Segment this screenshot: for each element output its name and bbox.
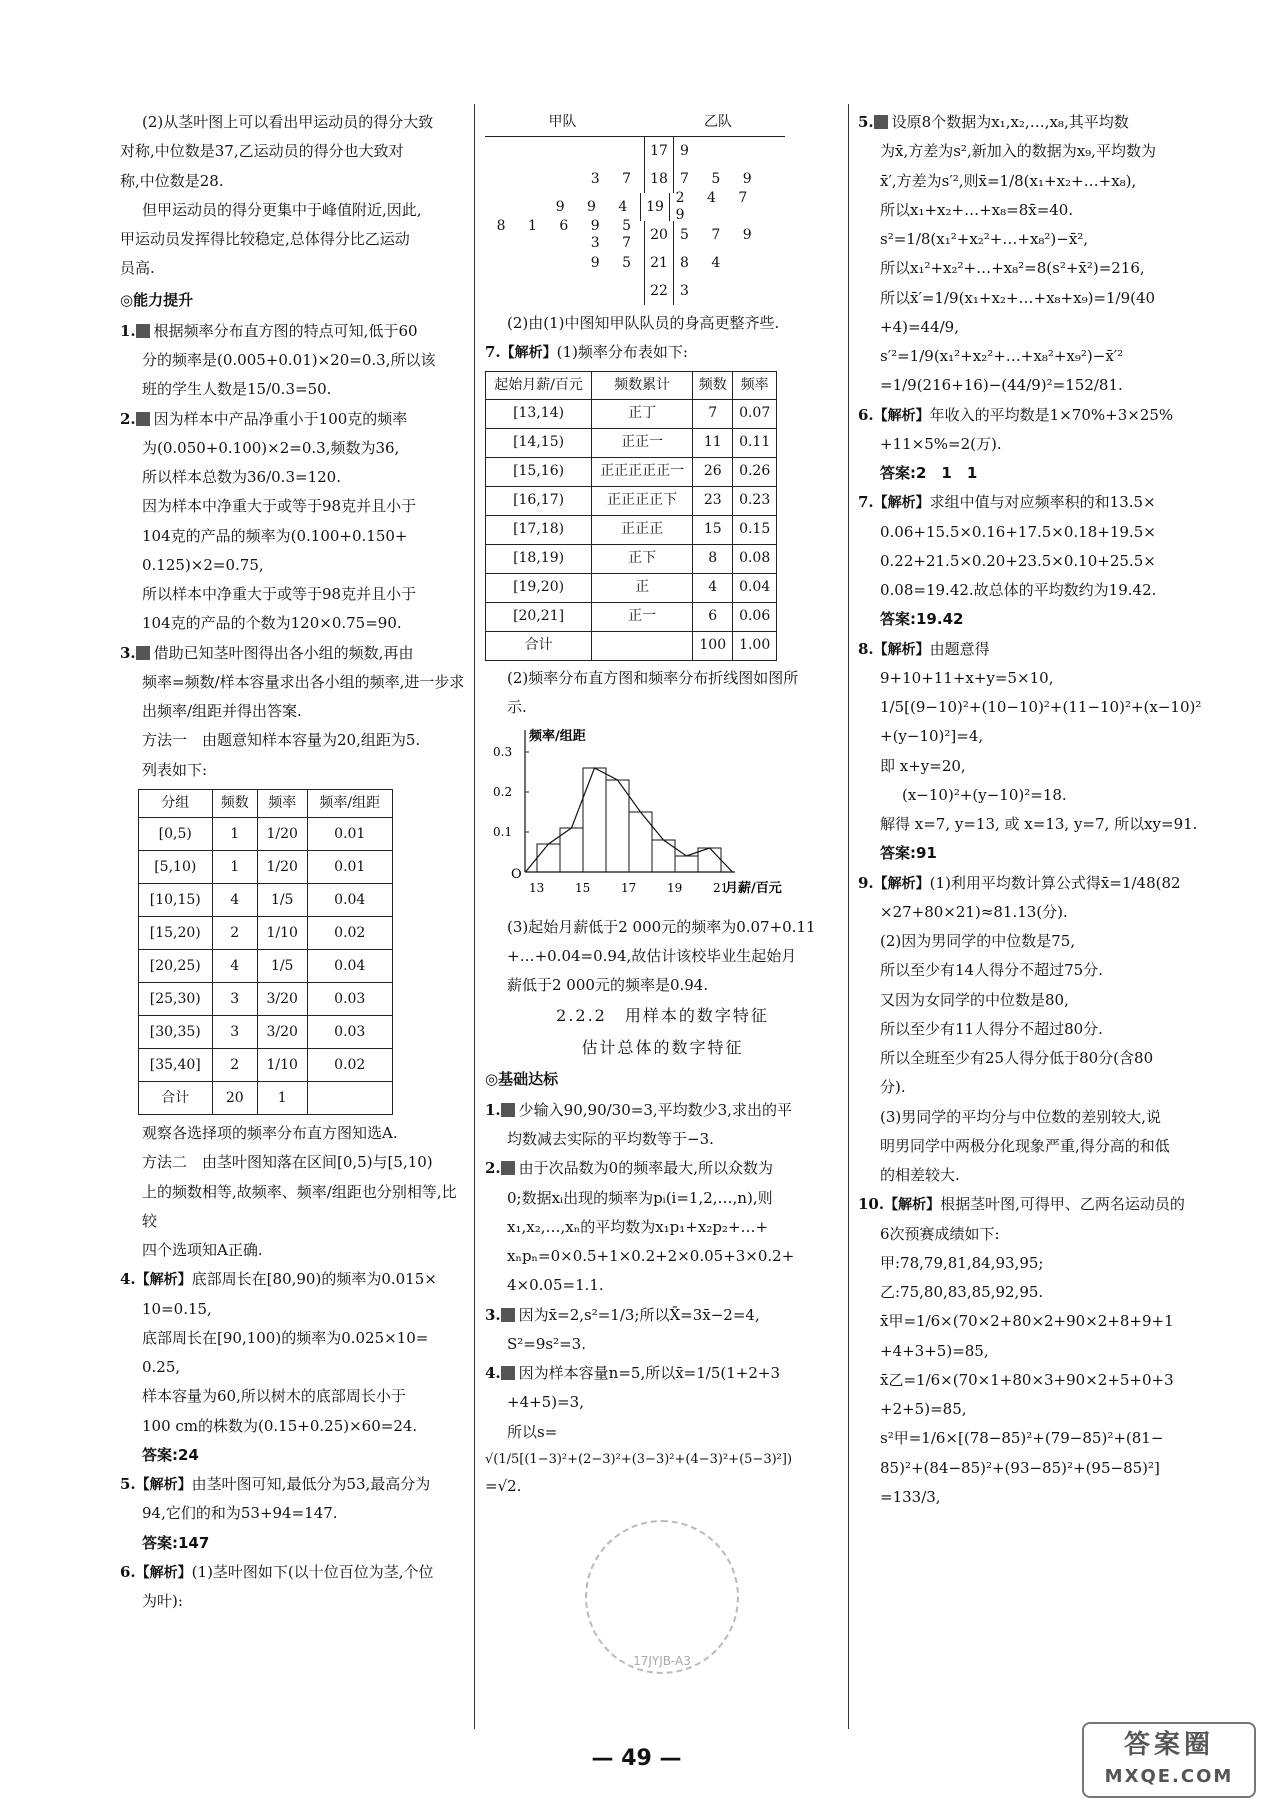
table-cell: [15,20) [139, 917, 213, 950]
table-cell: [15,16) [486, 457, 592, 486]
answer-line: +11×5%=2(万). [880, 434, 1002, 453]
table-cell: 0.04 [733, 573, 777, 602]
stem-leaf-row [485, 165, 785, 193]
table-row [139, 818, 393, 851]
table-cell: [17,18) [486, 515, 592, 544]
answer-line: 104克的产品的个数为120×0.75=90. [142, 614, 402, 633]
table-cell: 26 [693, 457, 733, 486]
histogram-bar [560, 828, 583, 872]
table-cell: 1/10 [257, 917, 307, 950]
answer-badge-icon [501, 1308, 515, 1322]
table-cell: [19,20) [486, 573, 592, 602]
column-right: 5. 设原8个数据为x₁,x₂,…,x₈,其平均数 为x̄,方差为s²,新加入的数据为x₉,平均数为 x̄′,方差为s′²,则x̄=1/8(x₁+x₂+…+x₈), 所以x₁+x₂+…+x₈=8x̄=40. s²=1/8(x₁²+x₂²+…+x₈²)−x̄², 所以x₁²+x₂²+…+x₈²=8(s²+x̄²)=216, 所以x̄′=1/9(x₁+x₂+…+x₈+x₉)=1/9(40 +4)=44/9, s′²=1/9(x₁²+x₂²+…+x₈²+x₉²)−x̄′² =1/9(216+16)−(44/9)²=152/81. 6.【解析】年收入的平均数是1×70%+3×25% +11×5%=2(万). 答案:2 1 1 7.【解析】求组中值与对应频率积的和13.5× 0.06+15.5×0.16+17.5×0.18+19.5× 0.22+21.5×0.20+23.5×0.10+25.5× 0.08=19.42.故总体的平均数约为19.42. 答案:19.42 8.【解析】由题意得 9+10+11+x+y=5×10, 1/5[(9−10)²+(10−10)²+(11−10)²+(x−10)² +(y−10)²]=4, 即 x+y=20, (x−10)²+(y−10)²=18. 解得 x=7, y=13, 或 x=13, y=7, 所以xy=91. 答案:91 9.【解析】(1)利用平均数计算公式得x̄=1/48(82 ×27+80×21)≈81.13(分). (2)因为男同学的中位数是75, 所以至少有14人得分不超过75分. 又因为女同学的中位数是80, 所以至少有11人得分不超过80分. 所以全班至少有25人得分低于80分(含80 分). (3)男同学的平均分与中位数的差别较大,说 明男同学中两极分化现象严重,得分高的和低 的相差较大. 10.【解析】根据茎叶图,可得甲、乙两名运动员的 6次预赛成绩如下: 甲:78,79,81,84,93,95; 乙:75,80,83,85,92,95. x̄甲=1/6×(70×2+80×2+90×2+8+9+1 +4+3+5)=85, x̄乙=1/6×(70×1+80×3+90×2+5+0+3 +2+5)=85, s²甲=1/6×[(78−85)²+(79−85)²+(81− 85)²+(84−85)²+(93−85)²+(95−85)²] =133/3, [858, 108, 1218, 1512]
table-cell: [35,40] [139, 1049, 213, 1082]
stem-value: 18 [644, 165, 674, 193]
table-row [139, 917, 393, 950]
answer-line: √(1/5[(1−3)²+(2−3)²+(3−3)²+(4−3)²+(5−3)²]) [485, 1451, 793, 1467]
table-header-cell: 频数 [693, 371, 733, 399]
frequency-table-2 [485, 371, 777, 661]
stem-leaf-row [485, 277, 785, 305]
y-tick-label: 0.3 [493, 745, 513, 760]
table-cell: 合计 [486, 631, 592, 660]
table-cell: 0.15 [733, 515, 777, 544]
table-cell: [13,14) [486, 399, 592, 428]
x-axis-label: 月薪/百元 [725, 881, 782, 897]
answer-line: 为x̄,方差为s²,新加入的数据为x₉,平均数为 [880, 142, 1156, 161]
table-row [139, 884, 393, 917]
table-cell: 100 [693, 631, 733, 660]
table-cell: [10,15) [139, 884, 213, 917]
answer-line: +4+5)=3, [507, 1393, 584, 1412]
answer-line: 所以样本总数为36/0.3=120. [142, 468, 341, 486]
answer-line: 0.06+15.5×0.16+17.5×0.18+19.5× [880, 522, 1156, 541]
table-cell: 0.08 [733, 544, 777, 573]
answer-line: 1/5[(9−10)²+(10−10)²+(11−10)²+(x−10)² [880, 698, 1202, 717]
table-cell: 正下 [592, 544, 693, 573]
table-row [139, 851, 393, 884]
stem-leaves-right: 7 5 9 [680, 170, 761, 187]
answer-result: 答案:91 [880, 844, 937, 863]
answer-line: =√2. [485, 1477, 522, 1496]
answer-line: +4+3+5)=85, [880, 1341, 989, 1360]
stem-leaves-left: 8 1 6 9 5 3 7 [496, 218, 640, 251]
answer-line: 85)²+(84−85)²+(93−85)²+(95−85)²] [880, 1458, 1160, 1477]
answer-line: +4)=44/9, [880, 317, 959, 336]
answer-line: 又因为女同学的中位数是80, [880, 990, 1069, 1009]
answer-line: 所以至少有11人得分不超过80分. [880, 1019, 1103, 1038]
answer-line: =133/3, [880, 1487, 941, 1506]
stem-leaf-row [485, 137, 785, 165]
table-cell [592, 631, 693, 660]
y-tick-label: 0.1 [493, 825, 513, 840]
stem-leaf-row [485, 249, 785, 277]
answer-line: 0.08=19.42.故总体的平均数约为19.42. [880, 581, 1157, 600]
intro-line: 但甲运动员的得分更集中于峰值附近,因此, [142, 200, 422, 219]
table-header-cell: 频率 [257, 789, 307, 817]
table-cell: 0.06 [733, 602, 777, 631]
table-row [139, 983, 393, 1016]
section-heading: ◎基础达标 [485, 1069, 559, 1088]
answer-line: 0;数据xᵢ出现的频率为pᵢ(i=1,2,…,n),则 [507, 1188, 773, 1207]
table-row [486, 631, 777, 660]
answer-line: s′²=1/9(x₁²+x₂²+…+x₈²+x₉²)−x̄′² [880, 347, 1124, 365]
table-cell: 正正正正下 [592, 486, 693, 515]
section-heading: ◎能力提升 [120, 290, 194, 309]
column-middle: 甲队 乙队 17 9 3 7 18 7 5 9 9 9 4 19 2 4 7 9 8 1 6 9 5 3 7 20 5 7 9 9 5 21 8 4 22 3 (2)由(1)中图知甲队队员的身高更整齐些. 7.【解析】(1)频率分布表如下: 起始月薪/百元 频数累计 频数 频率 [13,14) 正丁 7 0.07 [14,15) 正正一 11 0.11 [15,16) 正正正正正一 26 0.26 [16,17) 正正正正下 23 0.23 [17,18) 正正正 15 0.15 [18,19) 正下 8 0.08 [19,20) 正 4 0.04 [20,21] 正一 6 0.06 合计 100 1.00 (2)频率分布直方图和频率分布折线图如图所 示. O 频率/组距 月薪/百元 0.1 0.2 0.3 13 15 17 19 21 (3)起始月薪低于2 000元的频率为0.07+0.11 +…+0.04=0.94,故估计该校毕业生起始月 薪低于2 000元的频率是0.94. 2.2.2 用样本的数字特征 估计总体的数字特征 ◎基础达标 1. 少输入90,90/30=3,平均数少3,求出的平 均数减去实际的平均数等于−3. 2. 由于次品数为0的频率最大,所以众数为 0;数据xᵢ出现的频率为pᵢ(i=1,2,…,n),则 x₁,x₂,…,xₙ的平均数为x₁p₁+x₂p₂+…+ xₙpₙ=0×0.5+1×0.2+2×0.05+3×0.2+ 4×0.05=1.1. 3. 因为x̄=2,s²=1/3;所以X̄=3x̄−2=4, S²=9s²=3. 4. 因为样本容量n=5,所以x̄=1/5(1+2+3 +4+5)=3, 所以s= √(1/5[(1−3)²+(2−3)²+(3−3)²+(4−3)²+(5−3)²]) =√2. [485, 108, 840, 1502]
answer-badge-icon [874, 115, 888, 129]
intro-line: 称,中位数是28. [120, 171, 224, 190]
site-logo: 答案圈 MXQE.COM [1082, 1722, 1256, 1798]
table-cell: 0.03 [307, 1016, 393, 1049]
answer-line: 甲:78,79,81,84,93,95; [880, 1253, 1044, 1272]
stem-leaf-row [485, 190, 785, 223]
table-cell: 1/20 [257, 851, 307, 884]
answer-line: 解得 x=7, y=13, 或 x=13, y=7, 所以xy=91. [880, 815, 1198, 834]
histogram-bar [606, 780, 629, 872]
table-cell: [30,35) [139, 1016, 213, 1049]
table-cell: 0.04 [307, 950, 393, 983]
table-cell: [5,10) [139, 851, 213, 884]
table-cell: 正正正 [592, 515, 693, 544]
answer-line: 0.22+21.5×0.20+23.5×0.10+25.5× [880, 551, 1156, 570]
answer-line: 所以s= [507, 1422, 558, 1441]
table-cell: 1/10 [257, 1049, 307, 1082]
answer-line: (2)因为男同学的中位数是75, [880, 932, 1076, 951]
answer-line: 104克的产品的频率为(0.100+0.150+ [142, 526, 408, 545]
stem-value: 21 [644, 249, 674, 277]
answer-line: xₙpₙ=0×0.5+1×0.2+2×0.05+3×0.2+ [507, 1247, 795, 1266]
answer-line: (x−10)²+(y−10)²=18. [902, 785, 1067, 804]
table-cell: 4 [693, 573, 733, 602]
x-tick-label: 17 [621, 881, 637, 896]
answer-line: 示. [507, 698, 527, 717]
answer-line: 1. 根据频率分布直方图的特点可知,低于60 [120, 321, 418, 340]
answer-line: 列表如下: [142, 760, 208, 779]
x-tick-label: 21 [713, 881, 729, 896]
stem-leaf-row [485, 218, 785, 251]
intro-line: (2)从茎叶图上可以看出甲运动员的得分大致 [142, 113, 434, 131]
answer-badge-icon [136, 324, 150, 338]
watermark-stamp: 17JYJB-A3 [585, 1520, 739, 1674]
stem-leaves-left: 9 9 4 [555, 198, 637, 215]
table-cell: 15 [693, 515, 733, 544]
answer-line: (2)由(1)中图知甲队队员的身高更整齐些. [507, 314, 780, 332]
histogram-bar [698, 848, 721, 872]
histogram-bar [583, 768, 606, 872]
answer-line: 为(0.050+0.100)×2=0.3,频数为36, [142, 438, 400, 457]
table-cell: 正正一 [592, 428, 693, 457]
answer-result: 答案:2 1 1 [880, 464, 978, 483]
intro-line: 对称,中位数是37,乙运动员的得分也大致对 [120, 142, 404, 161]
table-row [139, 1016, 393, 1049]
answer-line: ×27+80×21)≈81.13(分). [880, 902, 1068, 921]
table-cell: 1 [212, 818, 257, 851]
answer-line: 所以x₁²+x₂²+…+x₈²=8(s²+x̄²)=216, [880, 259, 1145, 278]
stem-leaves-left: 3 7 [590, 170, 640, 187]
table-cell: 正 [592, 573, 693, 602]
histogram-bar [675, 856, 698, 872]
table-cell: 0.07 [733, 399, 777, 428]
table-cell: [18,19) [486, 544, 592, 573]
subsection-title: 2.2.2 用样本的数字特征 [556, 1006, 769, 1026]
table-cell: 4 [212, 884, 257, 917]
table-cell: 0.11 [733, 428, 777, 457]
answer-line: S²=9s²=3. [507, 1334, 586, 1353]
answer-line: 观察各选择项的频率分布直方图知选A. [142, 1124, 398, 1143]
table-cell: 0.03 [307, 983, 393, 1016]
column-divider [848, 104, 849, 1729]
stem-leaves-right: 2 4 7 9 [675, 190, 757, 223]
table-cell: 2 [212, 917, 257, 950]
answer-line: 上的频数相等,故频率、频率/组距也分别相等,比较 [142, 1182, 457, 1230]
table-cell: 0.02 [307, 917, 393, 950]
answer-badge-icon [136, 412, 150, 426]
table-cell: 0.04 [307, 884, 393, 917]
origin-label: O [511, 867, 522, 883]
answer-line: =1/9(216+16)−(44/9)²=152/81. [880, 376, 1123, 395]
table-cell: 1/5 [257, 884, 307, 917]
answer-line: 的相差较大. [880, 1166, 960, 1185]
answer-line: 薪低于2 000元的频率是0.94. [507, 976, 709, 995]
table-cell: 1.00 [733, 631, 777, 660]
table-cell: 6 [693, 602, 733, 631]
answer-line: 所以全班至少有25人得分低于80分(含80 [880, 1049, 1154, 1068]
table-row [486, 486, 777, 515]
table-row [139, 1049, 393, 1082]
stem-value: 19 [640, 193, 669, 221]
answer-line: (3)起始月薪低于2 000元的频率为0.07+0.11 [507, 917, 816, 936]
table-cell: [16,17) [486, 486, 592, 515]
table-cell [307, 1082, 393, 1115]
table-cell: 3 [212, 983, 257, 1016]
table-header-cell: 频率/组距 [307, 789, 393, 817]
table-cell: 0.23 [733, 486, 777, 515]
table-cell: 合计 [139, 1082, 213, 1115]
answer-line: +2+5)=85, [880, 1400, 967, 1419]
target-icon: ◎ [485, 1069, 499, 1088]
y-axis-label: 频率/组距 [529, 729, 586, 745]
subsection-title: 估计总体的数字特征 [581, 1037, 744, 1057]
table-cell: 正正正正正一 [592, 457, 693, 486]
answer-line: s²甲=1/6×[(78−85)²+(79−85)²+(81− [880, 1429, 1164, 1448]
answer-line: 明男同学中两极分化现象严重,得分高的和低 [880, 1136, 1170, 1155]
table-header-cell: 频率 [733, 371, 777, 399]
answer-line: 方法一 由题意知样本容量为20,组距为5. [142, 731, 421, 750]
answer-line: 即 x+y=20, [880, 756, 966, 775]
table-cell: 0.02 [307, 1049, 393, 1082]
x-tick-label: 19 [667, 881, 683, 896]
answer-line: 分的频率是(0.005+0.01)×20=0.3,所以该 [142, 351, 436, 369]
stem-leaves-right: 8 4 [680, 254, 730, 271]
x-tick-label: 13 [529, 881, 545, 896]
answer-line: 所以x₁+x₂+…+x₈=8x̄=40. [880, 200, 1074, 219]
table-cell: 1 [212, 851, 257, 884]
table-row [486, 602, 777, 631]
target-icon: ◎ [120, 290, 134, 309]
answer-line: x̄乙=1/6×(70×1+80×3+90×2+5+0+3 [880, 1370, 1174, 1389]
table-header-cell: 频数 [212, 789, 257, 817]
table-row [139, 1082, 393, 1115]
column-divider [474, 104, 475, 1729]
table-row [486, 573, 777, 602]
table-cell: 3/20 [257, 1016, 307, 1049]
answer-line: x₁,x₂,…,xₙ的平均数为x₁p₁+x₂p₂+…+ [507, 1217, 769, 1236]
stem-value: 22 [644, 277, 674, 305]
answer-line: 分). [880, 1078, 906, 1097]
answer-line: 6次预赛成绩如下: [880, 1224, 1000, 1243]
answer-line: 均数减去实际的平均数等于−3. [507, 1130, 714, 1149]
stem-header-right: 乙队 [704, 113, 732, 130]
answer-line: x̄′,方差为s′²,则x̄=1/8(x₁+x₂+…+x₈), [880, 171, 1137, 190]
answer-line: +(y−10)²]=4, [880, 727, 984, 746]
answer-line: 94,它们的和为53+94=147. [142, 1504, 338, 1523]
table-row [139, 950, 393, 983]
table-cell: 0.01 [307, 818, 393, 851]
answer-line: (3)男同学的平均分与中位数的差别较大,说 [880, 1107, 1162, 1126]
stem-leaves-right: 3 [680, 282, 698, 299]
table-cell: 正丁 [592, 399, 693, 428]
histogram-chart [485, 722, 785, 902]
answer-line: 班的学生人数是15/0.3=50. [142, 380, 332, 399]
answer-line: (2)频率分布直方图和频率分布折线图如图所 [507, 668, 799, 687]
y-tick-label: 0.2 [493, 785, 513, 800]
answer-badge-icon [501, 1366, 515, 1380]
answer-line: 所以至少有14人得分不超过75分. [880, 961, 1103, 980]
table-cell: [0,5) [139, 818, 213, 851]
table-cell: 正一 [592, 602, 693, 631]
table-cell: [20,21] [486, 602, 592, 631]
stem-leaves-right: 5 7 9 [680, 226, 761, 243]
histogram-bar [652, 840, 675, 872]
table-row [486, 457, 777, 486]
answer-line: 4×0.05=1.1. [507, 1276, 604, 1295]
answer-badge-icon [501, 1161, 515, 1175]
answer-line: s²=1/8(x₁²+x₂²+…+x₈²)−x̄², [880, 230, 1089, 248]
answer-line: 因为样本中净重大于或等于98克并且小于 [142, 497, 417, 516]
table-cell: [14,15) [486, 428, 592, 457]
answer-line: 0.25, [142, 1358, 181, 1377]
page-number: — 49 — [591, 1746, 682, 1771]
intro-line: 员高. [120, 259, 155, 278]
table-cell: 3 [212, 1016, 257, 1049]
stem-leaf-plot [485, 108, 785, 305]
table-cell: 0.26 [733, 457, 777, 486]
stem-value: 17 [644, 137, 674, 165]
answer-line: 100 cm的株数为(0.15+0.25)×60=24. [142, 1416, 418, 1435]
table-cell: 3/20 [257, 983, 307, 1016]
table-cell: [25,30) [139, 983, 213, 1016]
table-header-cell: 频数累计 [592, 371, 693, 399]
table-cell: 4 [212, 950, 257, 983]
table-cell: [20,25) [139, 950, 213, 983]
table-header-cell: 起始月薪/百元 [486, 371, 592, 399]
frequency-table-1 [138, 789, 393, 1115]
answer-line: 样本容量为60,所以树木的底部周长小于 [142, 1387, 406, 1406]
table-cell: 2 [212, 1049, 257, 1082]
histogram-bar [537, 844, 560, 872]
table-cell: 0.01 [307, 851, 393, 884]
answer-line: 0.125)×2=0.75, [142, 555, 264, 574]
x-tick-label: 15 [575, 881, 591, 896]
table-cell: 1/5 [257, 950, 307, 983]
answer-line: 10=0.15, [142, 1299, 212, 1318]
table-cell: 20 [212, 1082, 257, 1115]
table-cell: 1 [257, 1082, 307, 1115]
table-row [486, 399, 777, 428]
stem-header-left: 甲队 [548, 113, 577, 130]
answer-result: 答案:24 [142, 1445, 199, 1464]
answer-line: 四个选项知A正确. [142, 1241, 263, 1260]
answer-badge-icon [501, 1103, 515, 1117]
table-cell: 7 [693, 399, 733, 428]
answer-line: 9+10+11+x+y=5×10, [880, 668, 1054, 687]
answer-line: x̄甲=1/6×(70×2+80×2+90×2+8+9+1 [880, 1312, 1174, 1331]
stem-value: 20 [644, 221, 674, 249]
answer-line: 频率=频数/样本容量求出各小组的频率,进一步求 [142, 672, 465, 691]
answer-line: 方法二 由茎叶图知落在区间[0,5)与[5,10) [142, 1153, 433, 1172]
table-cell: 1/20 [257, 818, 307, 851]
table-row [486, 515, 777, 544]
answer-line: 所以x̄′=1/9(x₁+x₂+…+x₈+x₉)=1/9(40 [880, 288, 1156, 307]
answer-line: 底部周长在[90,100)的频率为0.025×10= [142, 1328, 429, 1347]
stem-leaves-left: 9 5 [590, 254, 640, 271]
answer-line: 乙:75,80,83,85,92,95. [880, 1283, 1044, 1302]
answer-line: 为叶): [142, 1592, 183, 1611]
answer-line: 出频率/组距并得出答案. [142, 702, 302, 720]
table-cell: 11 [693, 428, 733, 457]
answer-line: +…+0.04=0.94,故估计该校毕业生起始月 [507, 946, 797, 965]
table-row [486, 544, 777, 573]
column-left: (2)从茎叶图上可以看出甲运动员的得分大致 对称,中位数是37,乙运动员的得分也大致对 称,中位数是28. 但甲运动员的得分更集中于峰值附近,因此, 甲运动员发挥得比较稳定,总体得分比乙运动 员高. ◎能力提升 1. 根据频率分布直方图的特点可知,低于60 分的频率是(0.005+0.01)×20=0.3,所以该 班的学生人数是15/0.3=50. 2. 因为样本中产品净重小于100克的频率 为(0.050+0.100)×2=0.3,频数为36, 所以样本总数为36/0.3=120. 因为样本中净重大于或等于98克并且小于 104克的产品的频率为(0.100+0.150+ 0.125)×2=0.75, 所以样本中净重大于或等于98克并且小于 104克的产品的个数为120×0.75=90. 3. 借助已知茎叶图得出各小组的频数,再由 频率=频数/样本容量求出各小组的频率,进一步求 出频率/组距并得出答案. 方法一 由题意知样本容量为20,组距为5. 列表如下: 分组 频数 频率 频率/组距 [0,5) 1 1/20 0.01 [5,10) 1 1/20 0.01 [10,15) 4 1/5 0.04 [15,20) 2 1/10 0.02 [20,25) 4 1/5 0.04 [25,30) 3 3/20 0.03 [30,35) 3 3/20 0.03 [35,40] 2 1/10 0.02 合计 20 1 观察各选择项的频率分布直方图知选A. 方法二 由茎叶图知落在区间[0,5)与[5,10) 上的频数相等,故频率、频率/组距也分别相等,比较 四个选项知A正确. 4.【解析】底部周长在[80,90)的频率为0.015× 10=0.15, 底部周长在[90,100)的频率为0.025×10= 0.25, 样本容量为60,所以树木的底部周长小于 100 cm的株数为(0.15+0.25)×60=24. 答案:24 5.【解析】由茎叶图可知,最低分为53,最高分为 94,它们的和为53+94=147. 答案:147 6.【解析】(1)茎叶图如下(以十位百位为茎,个位 为叶): [120, 108, 465, 1616]
answer-line: 所以样本中净重大于或等于98克并且小于 [142, 585, 417, 603]
answer-badge-icon [136, 646, 150, 660]
table-header-cell: 分组 [139, 789, 213, 817]
table-cell: 23 [693, 486, 733, 515]
table-row [486, 428, 777, 457]
intro-line: 甲运动员发挥得比较稳定,总体得分比乙运动 [120, 230, 410, 248]
answer-result: 答案:19.42 [880, 610, 964, 629]
table-cell: 8 [693, 544, 733, 573]
stem-leaves-right: 9 [680, 142, 698, 159]
answer-result: 答案:147 [142, 1533, 210, 1552]
